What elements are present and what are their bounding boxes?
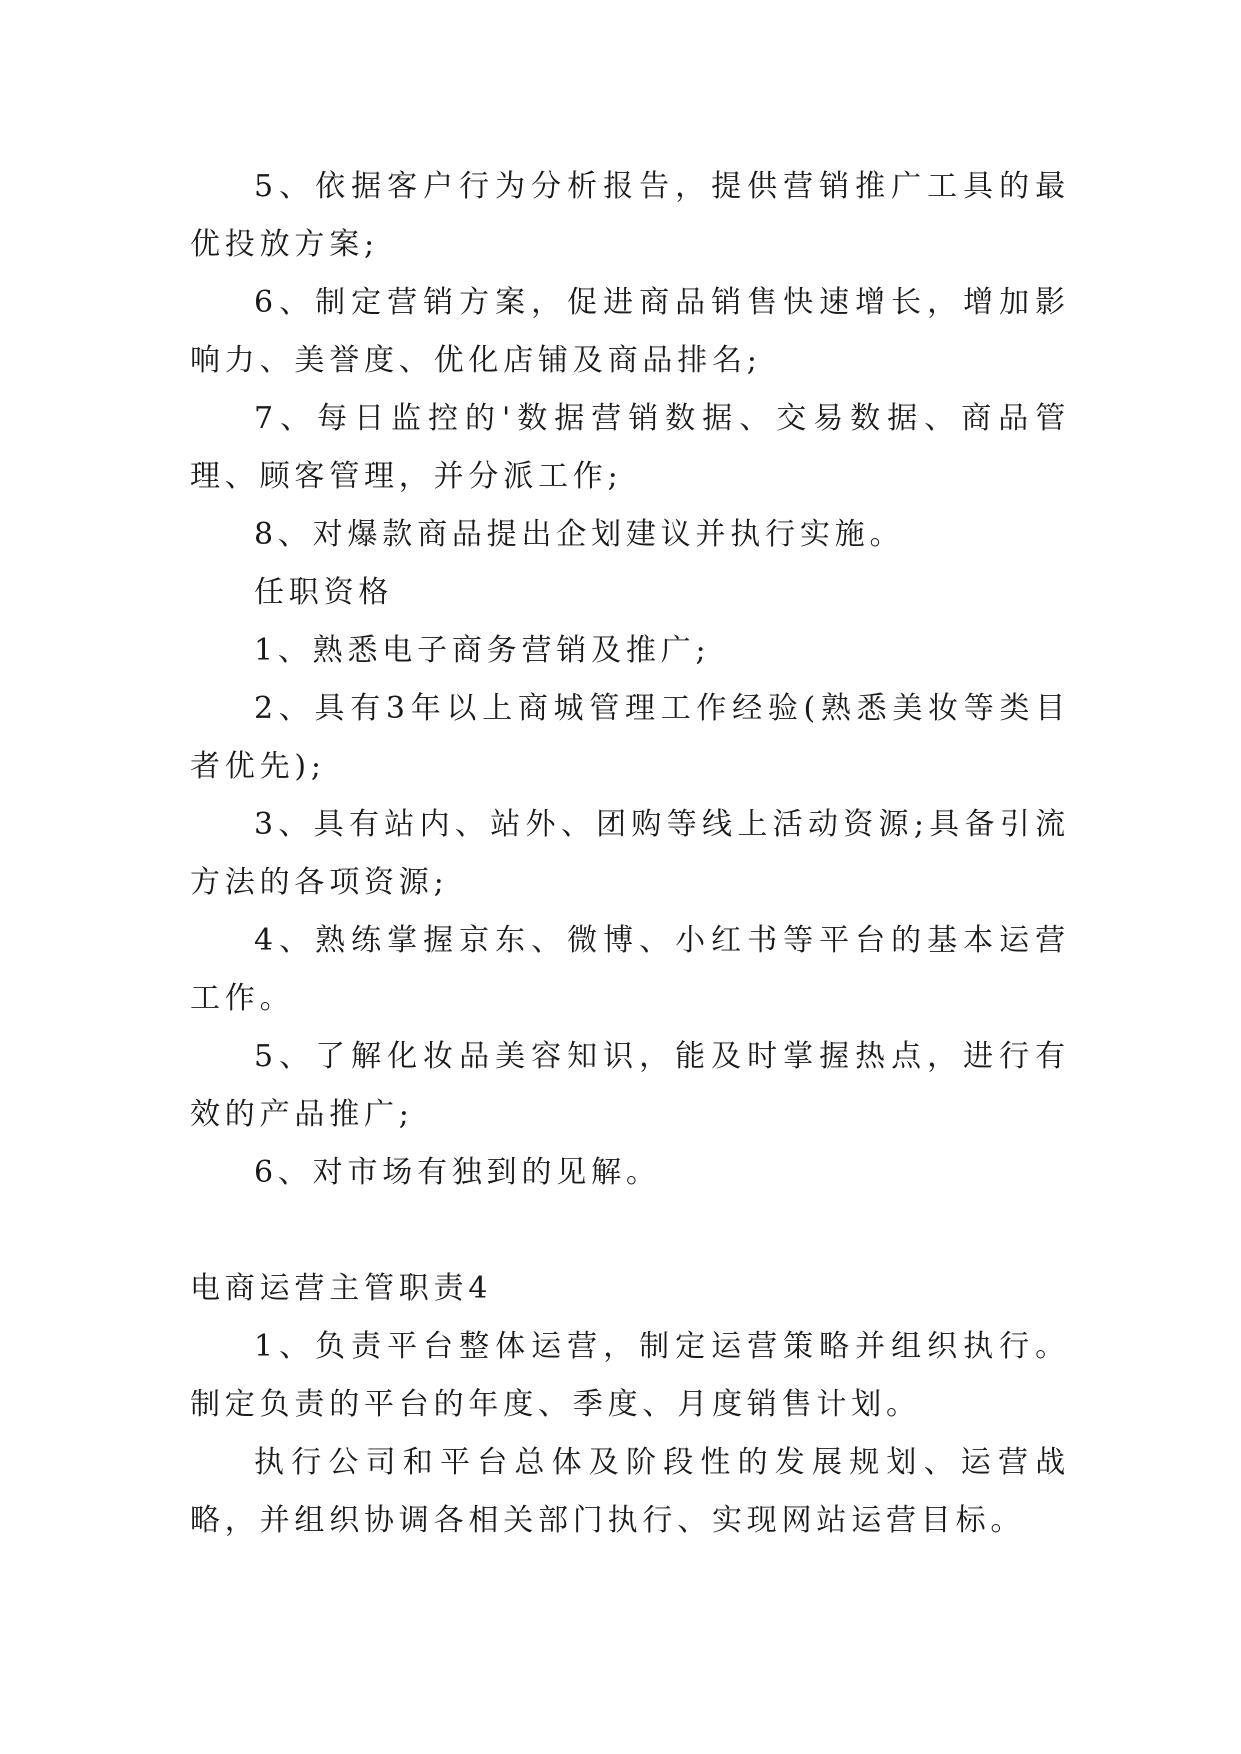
paragraph-supervisor-duty-2: 执行公司和平台总体及阶段性的发展规划、运营战略，并组织协调各相关部门执行、实现网站运营目标。 bbox=[190, 1445, 1070, 1538]
paragraph-duty-7: 7、每日监控的'数据营销数据、交易数据、商品管理、顾客管理，并分派工作; bbox=[190, 401, 1070, 494]
qualifications-heading: 任职资格 bbox=[254, 575, 394, 610]
paragraph-qualification-6: 6、对市场有独到的见解。 bbox=[254, 1155, 661, 1190]
paragraph-duty-5: 5、依据客户行为分析报告，提供营销推广工具的最优投放方案; bbox=[190, 169, 1070, 262]
paragraph-supervisor-duty-1: 1、负责平台整体运营，制定运营策略并组织执行。制定负责的平台的年度、季度、月度销售计划。 bbox=[190, 1329, 1070, 1422]
paragraph-qualification-1: 1、熟悉电子商务营销及推广; bbox=[254, 633, 711, 668]
section-heading: 电商运营主管职责4 bbox=[190, 1271, 493, 1306]
paragraph-qualification-3: 3、具有站内、站外、团购等线上活动资源;具备引流方法的各项资源; bbox=[190, 807, 1070, 900]
paragraph-qualification-5: 5、了解化妆品美容知识，能及时掌握热点，进行有效的产品推广; bbox=[190, 1039, 1070, 1132]
document-body bbox=[190, 158, 1070, 1550]
paragraph-duty-6: 6、制定营销方案，促进商品销售快速增长，增加影响力、美誉度、优化店铺及商品排名; bbox=[190, 285, 1070, 378]
section-spacer bbox=[190, 1202, 1070, 1260]
paragraph-qualification-4: 4、熟练掌握京东、微博、小红书等平台的基本运营工作。 bbox=[190, 923, 1070, 1016]
paragraph-duty-8: 8、对爆款商品提出企划建议并执行实施。 bbox=[254, 517, 905, 552]
paragraph-qualification-2: 2、具有3年以上商城管理工作经验(熟悉美妆等类目者优先); bbox=[190, 691, 1070, 784]
